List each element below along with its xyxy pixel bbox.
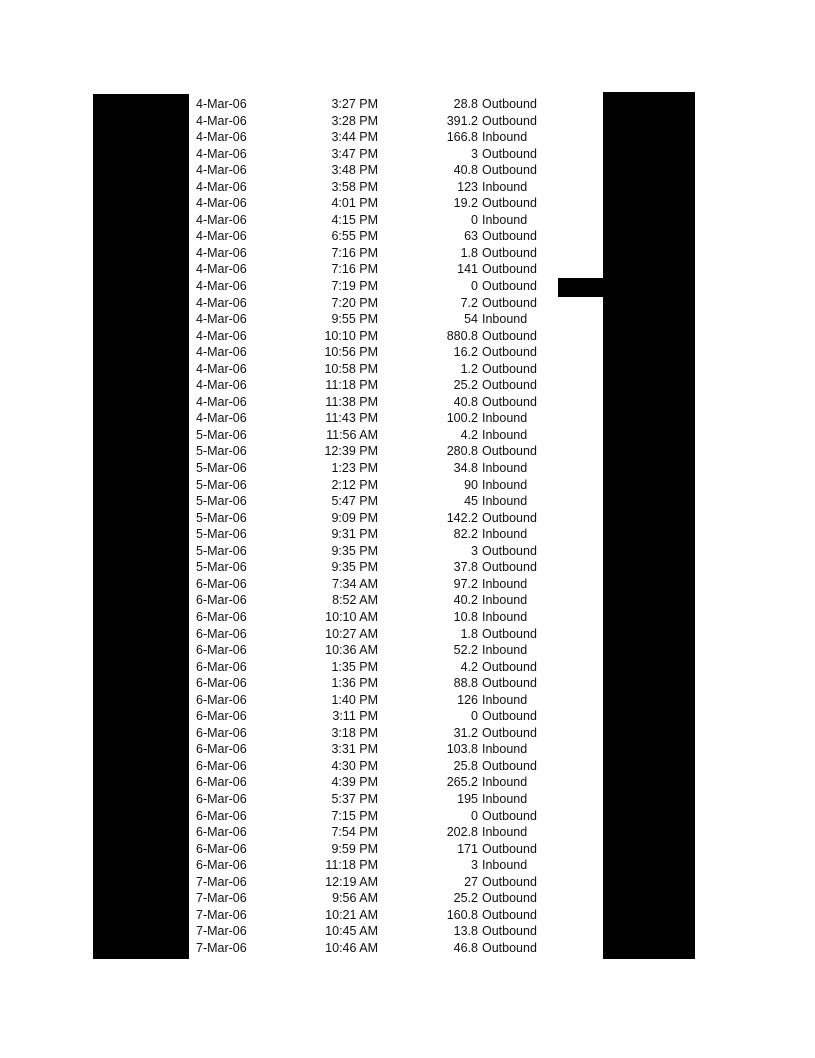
amount-cell: 97.2 xyxy=(453,576,478,591)
date-cell: 5-Mar-06 xyxy=(196,543,247,558)
call-log-table xyxy=(0,96,815,956)
direction-cell: Outbound xyxy=(482,891,537,906)
date-cell: 6-Mar-06 xyxy=(196,676,247,691)
direction-cell: Outbound xyxy=(482,196,537,211)
date-cell: 4-Mar-06 xyxy=(196,279,247,294)
amount-cell: 27 xyxy=(464,874,478,889)
table-row xyxy=(0,179,815,196)
direction-cell: Outbound xyxy=(482,626,537,641)
date-cell: 6-Mar-06 xyxy=(196,841,247,856)
time-cell: 4:30 PM xyxy=(331,758,378,773)
date-cell: 5-Mar-06 xyxy=(196,477,247,492)
table-row xyxy=(0,592,815,609)
date-cell: 4-Mar-06 xyxy=(196,378,247,393)
amount-cell: 52.2 xyxy=(453,643,478,658)
time-cell: 2:12 PM xyxy=(331,477,378,492)
time-cell: 7:15 PM xyxy=(331,808,378,823)
time-cell: 4:01 PM xyxy=(331,196,378,211)
date-cell: 4-Mar-06 xyxy=(196,130,247,145)
table-row xyxy=(0,791,815,808)
amount-cell: 880.8 xyxy=(446,328,478,343)
date-cell: 5-Mar-06 xyxy=(196,527,247,542)
direction-cell: Outbound xyxy=(482,543,537,558)
date-cell: 6-Mar-06 xyxy=(196,576,247,591)
direction-cell: Inbound xyxy=(482,179,528,194)
direction-cell: Outbound xyxy=(482,262,537,277)
table-row xyxy=(0,874,815,891)
direction-cell: Outbound xyxy=(482,97,537,111)
direction-cell: Outbound xyxy=(482,394,537,409)
time-cell: 5:47 PM xyxy=(331,494,378,509)
direction-cell: Outbound xyxy=(482,758,537,773)
amount-cell: 265.2 xyxy=(446,775,478,790)
table-row xyxy=(0,460,815,477)
time-cell: 3:31 PM xyxy=(331,742,378,757)
direction-cell: Outbound xyxy=(482,345,537,360)
direction-cell: Outbound xyxy=(482,361,537,376)
time-cell: 10:36 AM xyxy=(325,643,378,658)
direction-cell: Inbound xyxy=(482,825,528,840)
amount-cell: 37.8 xyxy=(453,560,478,575)
table-row xyxy=(0,245,815,262)
table-row xyxy=(0,857,815,874)
date-cell: 6-Mar-06 xyxy=(196,775,247,790)
direction-cell: Inbound xyxy=(482,130,528,145)
date-cell: 4-Mar-06 xyxy=(196,394,247,409)
time-cell: 11:18 PM xyxy=(325,858,378,873)
direction-cell: Inbound xyxy=(482,477,528,492)
table-row xyxy=(0,195,815,212)
table-row xyxy=(0,510,815,527)
table-row xyxy=(0,96,815,113)
direction-cell: Outbound xyxy=(482,924,537,939)
direction-cell: Inbound xyxy=(482,494,528,509)
table-row xyxy=(0,162,815,179)
amount-cell: 25.2 xyxy=(453,891,478,906)
time-cell: 10:10 PM xyxy=(324,328,378,343)
amount-cell: 0 xyxy=(471,279,478,294)
table-row xyxy=(0,361,815,378)
direction-cell: Outbound xyxy=(482,279,537,294)
amount-cell: 90 xyxy=(464,477,478,492)
direction-cell: Inbound xyxy=(482,461,528,476)
date-cell: 6-Mar-06 xyxy=(196,659,247,674)
time-cell: 3:58 PM xyxy=(331,179,378,194)
direction-cell: Outbound xyxy=(482,907,537,922)
table-row xyxy=(0,261,815,278)
time-cell: 11:18 PM xyxy=(325,378,378,393)
direction-cell: Inbound xyxy=(482,775,528,790)
table-row xyxy=(0,410,815,427)
direction-cell: Outbound xyxy=(482,659,537,674)
table-row xyxy=(0,427,815,444)
direction-cell: Inbound xyxy=(482,692,528,707)
date-cell: 6-Mar-06 xyxy=(196,742,247,757)
date-cell: 5-Mar-06 xyxy=(196,560,247,575)
direction-cell: Outbound xyxy=(482,245,537,260)
table-row xyxy=(0,642,815,659)
table-row xyxy=(0,228,815,245)
date-cell: 6-Mar-06 xyxy=(196,725,247,740)
table-row xyxy=(0,741,815,758)
time-cell: 8:52 AM xyxy=(332,593,378,608)
table-row xyxy=(0,758,815,775)
time-cell: 1:23 PM xyxy=(331,461,378,476)
date-cell: 6-Mar-06 xyxy=(196,609,247,624)
time-cell: 9:35 PM xyxy=(331,543,378,558)
date-cell: 5-Mar-06 xyxy=(196,427,247,442)
time-cell: 7:20 PM xyxy=(331,295,378,310)
date-cell: 4-Mar-06 xyxy=(196,295,247,310)
time-cell: 3:27 PM xyxy=(331,97,378,111)
time-cell: 6:55 PM xyxy=(331,229,378,244)
table-row xyxy=(0,576,815,593)
table-row xyxy=(0,295,815,312)
date-cell: 5-Mar-06 xyxy=(196,494,247,509)
table-row xyxy=(0,626,815,643)
time-cell: 3:11 PM xyxy=(332,709,378,724)
amount-cell: 123 xyxy=(457,179,478,194)
direction-cell: Outbound xyxy=(482,295,537,310)
time-cell: 7:16 PM xyxy=(331,245,378,260)
amount-cell: 160.8 xyxy=(446,907,478,922)
amount-cell: 88.8 xyxy=(453,676,478,691)
table-row xyxy=(0,708,815,725)
amount-cell: 34.8 xyxy=(453,461,478,476)
table-row xyxy=(0,443,815,460)
date-cell: 4-Mar-06 xyxy=(196,163,247,178)
amount-cell: 142.2 xyxy=(446,510,478,525)
time-cell: 10:46 AM xyxy=(325,940,378,955)
date-cell: 6-Mar-06 xyxy=(196,709,247,724)
date-cell: 4-Mar-06 xyxy=(196,196,247,211)
direction-cell: Outbound xyxy=(482,444,537,459)
date-cell: 6-Mar-06 xyxy=(196,593,247,608)
time-cell: 3:28 PM xyxy=(331,113,378,128)
table-row xyxy=(0,113,815,130)
time-cell: 4:15 PM xyxy=(331,212,378,227)
direction-cell: Inbound xyxy=(482,576,528,591)
direction-cell: Inbound xyxy=(482,427,528,442)
table-row xyxy=(0,923,815,940)
time-cell: 5:37 PM xyxy=(331,791,378,806)
direction-cell: Inbound xyxy=(482,791,528,806)
table-row xyxy=(0,311,815,328)
time-cell: 10:56 PM xyxy=(324,345,378,360)
amount-cell: 40.8 xyxy=(453,394,478,409)
amount-cell: 82.2 xyxy=(453,527,478,542)
table-row xyxy=(0,659,815,676)
table-row xyxy=(0,344,815,361)
direction-cell: Outbound xyxy=(482,725,537,740)
time-cell: 10:58 PM xyxy=(324,361,378,376)
time-cell: 9:35 PM xyxy=(331,560,378,575)
time-cell: 9:31 PM xyxy=(331,527,378,542)
time-cell: 10:45 AM xyxy=(325,924,378,939)
date-cell: 7-Mar-06 xyxy=(196,874,247,889)
direction-cell: Outbound xyxy=(482,709,537,724)
direction-cell: Outbound xyxy=(482,146,537,161)
amount-cell: 63 xyxy=(464,229,478,244)
date-cell: 4-Mar-06 xyxy=(196,179,247,194)
table-row xyxy=(0,692,815,709)
amount-cell: 166.8 xyxy=(446,130,478,145)
direction-cell: Outbound xyxy=(482,676,537,691)
time-cell: 1:40 PM xyxy=(331,692,378,707)
date-cell: 6-Mar-06 xyxy=(196,858,247,873)
table-row xyxy=(0,526,815,543)
amount-cell: 391.2 xyxy=(446,113,478,128)
date-cell: 6-Mar-06 xyxy=(196,626,247,641)
amount-cell: 25.8 xyxy=(453,758,478,773)
direction-cell: Outbound xyxy=(482,378,537,393)
amount-cell: 126 xyxy=(457,692,478,707)
table-row xyxy=(0,543,815,560)
table-row xyxy=(0,808,815,825)
direction-cell: Outbound xyxy=(482,841,537,856)
date-cell: 6-Mar-06 xyxy=(196,758,247,773)
direction-cell: Outbound xyxy=(482,940,537,955)
date-cell: 6-Mar-06 xyxy=(196,643,247,658)
time-cell: 3:18 PM xyxy=(331,725,378,740)
direction-cell: Inbound xyxy=(482,643,528,658)
date-cell: 4-Mar-06 xyxy=(196,411,247,426)
amount-cell: 0 xyxy=(471,212,478,227)
amount-cell: 45 xyxy=(464,494,478,509)
table-row xyxy=(0,377,815,394)
amount-cell: 0 xyxy=(471,808,478,823)
time-cell: 11:38 PM xyxy=(325,394,378,409)
date-cell: 4-Mar-06 xyxy=(196,97,247,111)
date-cell: 7-Mar-06 xyxy=(196,907,247,922)
date-cell: 4-Mar-06 xyxy=(196,328,247,343)
direction-cell: Outbound xyxy=(482,328,537,343)
amount-cell: 40.2 xyxy=(453,593,478,608)
time-cell: 1:35 PM xyxy=(331,659,378,674)
amount-cell: 31.2 xyxy=(453,725,478,740)
direction-cell: Inbound xyxy=(482,609,528,624)
date-cell: 4-Mar-06 xyxy=(196,113,247,128)
amount-cell: 54 xyxy=(464,312,478,327)
date-cell: 7-Mar-06 xyxy=(196,940,247,955)
table-row xyxy=(0,212,815,229)
table-row xyxy=(0,278,815,295)
time-cell: 9:55 PM xyxy=(331,312,378,327)
direction-cell: Inbound xyxy=(482,858,528,873)
time-cell: 7:19 PM xyxy=(331,279,378,294)
direction-cell: Inbound xyxy=(482,742,528,757)
time-cell: 11:56 AM xyxy=(326,427,378,442)
direction-cell: Inbound xyxy=(482,527,528,542)
direction-cell: Outbound xyxy=(482,229,537,244)
date-cell: 5-Mar-06 xyxy=(196,444,247,459)
amount-cell: 4.2 xyxy=(460,427,478,442)
table-row xyxy=(0,129,815,146)
time-cell: 7:16 PM xyxy=(331,262,378,277)
direction-cell: Outbound xyxy=(482,113,537,128)
table-row xyxy=(0,824,815,841)
amount-cell: 19.2 xyxy=(453,196,478,211)
date-cell: 4-Mar-06 xyxy=(196,361,247,376)
date-cell: 4-Mar-06 xyxy=(196,229,247,244)
table-row xyxy=(0,493,815,510)
amount-cell: 1.8 xyxy=(460,245,478,260)
time-cell: 1:36 PM xyxy=(331,676,378,691)
table-row xyxy=(0,725,815,742)
time-cell: 7:34 AM xyxy=(332,576,378,591)
direction-cell: Outbound xyxy=(482,560,537,575)
amount-cell: 141 xyxy=(457,262,478,277)
time-cell: 9:59 PM xyxy=(331,841,378,856)
amount-cell: 100.2 xyxy=(446,411,478,426)
time-cell: 12:19 AM xyxy=(325,874,378,889)
amount-cell: 202.8 xyxy=(446,825,478,840)
table-row xyxy=(0,394,815,411)
date-cell: 4-Mar-06 xyxy=(196,345,247,360)
time-cell: 11:43 PM xyxy=(325,411,378,426)
date-cell: 6-Mar-06 xyxy=(196,825,247,840)
direction-cell: Outbound xyxy=(482,874,537,889)
time-cell: 10:27 AM xyxy=(325,626,378,641)
time-cell: 9:09 PM xyxy=(331,510,378,525)
amount-cell: 46.8 xyxy=(453,940,478,955)
date-cell: 7-Mar-06 xyxy=(196,924,247,939)
direction-cell: Inbound xyxy=(482,593,528,608)
direction-cell: Outbound xyxy=(482,510,537,525)
date-cell: 5-Mar-06 xyxy=(196,510,247,525)
time-cell: 4:39 PM xyxy=(331,775,378,790)
amount-cell: 40.8 xyxy=(453,163,478,178)
table-row xyxy=(0,841,815,858)
amount-cell: 1.8 xyxy=(460,626,478,641)
amount-cell: 103.8 xyxy=(446,742,478,757)
amount-cell: 3 xyxy=(471,543,478,558)
time-cell: 9:56 AM xyxy=(332,891,378,906)
table-row xyxy=(0,328,815,345)
table-row xyxy=(0,907,815,924)
table-row xyxy=(0,609,815,626)
amount-cell: 4.2 xyxy=(460,659,478,674)
date-cell: 4-Mar-06 xyxy=(196,212,247,227)
table-row xyxy=(0,890,815,907)
amount-cell: 280.8 xyxy=(446,444,478,459)
date-cell: 4-Mar-06 xyxy=(196,146,247,161)
amount-cell: 10.8 xyxy=(453,609,478,624)
table-row xyxy=(0,940,815,957)
date-cell: 4-Mar-06 xyxy=(196,245,247,260)
amount-cell: 0 xyxy=(471,709,478,724)
amount-cell: 171 xyxy=(457,841,478,856)
amount-cell: 25.2 xyxy=(453,378,478,393)
direction-cell: Outbound xyxy=(482,808,537,823)
table-row xyxy=(0,146,815,163)
table-row xyxy=(0,559,815,576)
amount-cell: 28.8 xyxy=(453,97,478,111)
direction-cell: Inbound xyxy=(482,411,528,426)
direction-cell: Inbound xyxy=(482,212,528,227)
time-cell: 12:39 PM xyxy=(324,444,378,459)
direction-cell: Inbound xyxy=(482,312,528,327)
amount-cell: 13.8 xyxy=(453,924,478,939)
time-cell: 10:21 AM xyxy=(325,907,378,922)
table-row xyxy=(0,774,815,791)
date-cell: 6-Mar-06 xyxy=(196,791,247,806)
table-row xyxy=(0,477,815,494)
date-cell: 5-Mar-06 xyxy=(196,461,247,476)
amount-cell: 3 xyxy=(471,146,478,161)
table-row xyxy=(0,675,815,692)
time-cell: 10:10 AM xyxy=(325,609,378,624)
amount-cell: 16.2 xyxy=(453,345,478,360)
date-cell: 6-Mar-06 xyxy=(196,692,247,707)
date-cell: 7-Mar-06 xyxy=(196,891,247,906)
direction-cell: Outbound xyxy=(482,163,537,178)
amount-cell: 195 xyxy=(457,791,478,806)
time-cell: 3:48 PM xyxy=(331,163,378,178)
amount-cell: 7.2 xyxy=(460,295,478,310)
date-cell: 4-Mar-06 xyxy=(196,262,247,277)
amount-cell: 3 xyxy=(471,858,478,873)
amount-cell: 1.2 xyxy=(460,361,478,376)
date-cell: 6-Mar-06 xyxy=(196,808,247,823)
date-cell: 4-Mar-06 xyxy=(196,312,247,327)
time-cell: 3:44 PM xyxy=(331,130,378,145)
time-cell: 3:47 PM xyxy=(331,146,378,161)
time-cell: 7:54 PM xyxy=(331,825,378,840)
